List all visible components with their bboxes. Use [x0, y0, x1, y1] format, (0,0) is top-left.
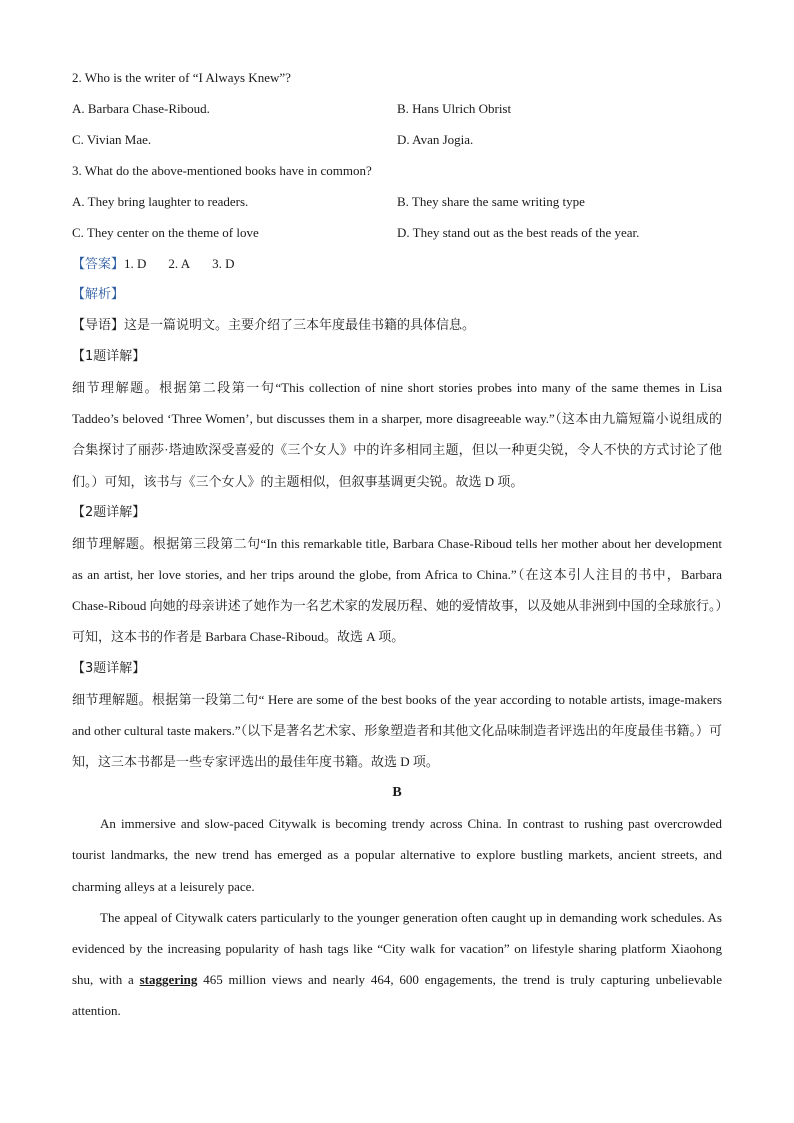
- paragraph-2-start: The appeal of Citywalk caters particularly to the younger generation often caught up in demanding work schedules. As evidenced by the increasing popularity of hash tags like “City walk for vacation” on lifestyle sharing platform Xiaohong shu, with a: [72, 909, 722, 988]
- answer-1: 1. D: [124, 256, 147, 271]
- question-3-options-row-1: [72, 186, 722, 217]
- detail-3-text: 细节理解题。根据第一段第二句“ Here are some of the best books of the year according to notable artists, image-makers and other cultural taste makers.”（以下是著名艺术家、形象塑造者和其他文化品味制造者评选出的年度最佳书籍。）可知，这三本书都是一些专家评选出的最佳年度书籍。故选 D 项。: [72, 691, 722, 770]
- option-b: B. They share the same writing type: [397, 194, 585, 209]
- section-b-title: B: [392, 785, 402, 801]
- detail-1-text: 细节理解题。根据第二段第一句“This collection of nine short stories probes into many of the same themes in Lisa Taddeo’s beloved ‘Three Women’, but discusses them in a sharper, more disagreeable way.”（这本由九篇短篇小说组成的合集探讨了丽莎·塔迪欧深受喜爱的《三个女人》中的许多相同主题，但以一种更尖锐，令人不快的方式讨论了他们。）可知，该书与《三个女人》的主题相似，但叙事基调更尖锐。故选 D 项。: [72, 380, 722, 489]
- detail-2-text: 细节理解题。根据第三段第二句“In this remarkable title, Barbara Chase-Riboud tells her mother about her development as an artist, her love stories, and her trips around the globe, from Africa to China.”（在这本引人注目的书中，Barbara Chase-Riboud 向她的母亲讲述了她作为一名艺术家的发展历程、她的爱情故事，以及她从非洲到中国的全球旅行。）可知，这本书的作者是 Barbara Chase-Riboud。故选 A 项。: [72, 535, 722, 645]
- detail-3-title: 【3题详解】: [72, 660, 146, 676]
- detail-1-title: 【1题详解】: [72, 349, 146, 364]
- answer-line: [72, 248, 722, 279]
- question-3: 3. What do the above-mentioned books have in common?: [72, 163, 372, 178]
- detail-2-title: 【2题详解】: [72, 504, 146, 520]
- answer-label: 【答案】: [72, 257, 125, 272]
- question-2-options-row-1: [72, 93, 722, 124]
- option-a: A. They bring laughter to readers.: [72, 194, 249, 209]
- question-3-options-row-2: [72, 217, 722, 248]
- question-2: 2. Who is the writer of “I Always Knew”?: [72, 70, 291, 85]
- section-b-paragraph-1: An immersive and slow-paced Citywalk is becoming trendy across China. In contrast to rushing past overcrowded tourist landmarks, the new trend has emerged as a popular alternative to explore bustling markets, ancient streets, and charming alleys at a leisurely pace.: [72, 816, 722, 894]
- answer-2: 2. A: [168, 256, 191, 271]
- answer-3: 3. D: [212, 256, 235, 271]
- analysis-label: 【解析】: [72, 287, 125, 302]
- question-2-options-row-2: [72, 124, 722, 155]
- document-page: [72, 62, 722, 1027]
- paragraph-2-end: 465 million views and nearly 464, 600 engagements, the trend is truly capturing unbelievable attention.: [72, 972, 722, 1019]
- option-b: B. Hans Ulrich Obrist: [397, 101, 512, 116]
- keyword-staggering: staggering: [139, 972, 198, 988]
- section-b-paragraph-2: [72, 902, 722, 1027]
- guide-line: 【导语】这是一篇说明文。主要介绍了三本年度最佳书籍的具体信息。: [72, 318, 476, 333]
- option-a: A. Barbara Chase-Riboud.: [72, 101, 210, 116]
- option-d: D. Avan Jogia.: [397, 132, 474, 147]
- option-c: C. They center on the theme of love: [72, 225, 259, 240]
- option-d: D. They stand out as the best reads of the year.: [397, 225, 640, 240]
- option-c: C. Vivian Mae.: [72, 132, 152, 147]
